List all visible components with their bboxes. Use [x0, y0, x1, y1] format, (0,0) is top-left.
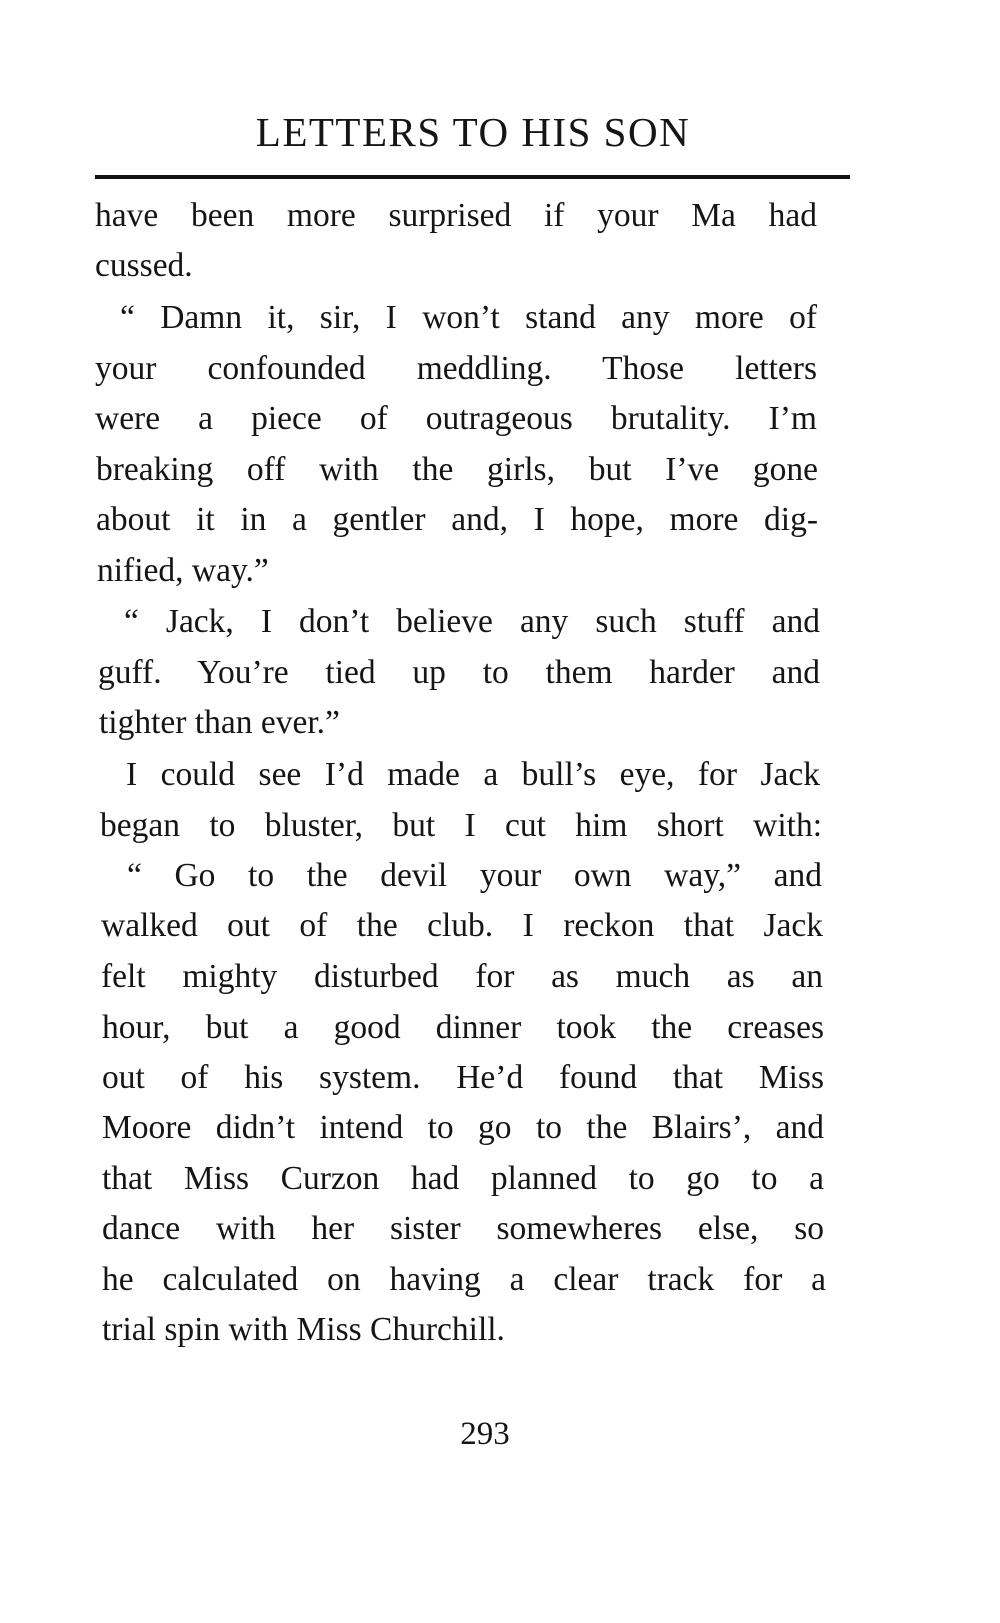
text-line: have been more surprised if your Ma had: [95, 197, 817, 234]
text-line: guff. You’re tied up to them harder and: [98, 654, 820, 691]
text-line: out of his system. He’d found that Miss: [102, 1059, 824, 1096]
text-line: hour, but a good dinner took the creases: [102, 1009, 824, 1046]
text-line: your confounded meddling. Those letters: [95, 350, 817, 387]
text-line: were a piece of outrageous brutality. I’m: [95, 400, 817, 437]
text-line: walked out of the club. I reckon that Jack: [101, 907, 823, 944]
text-line: trial spin with Miss Churchill.: [102, 1311, 505, 1348]
text-line: “ Go to the devil your own way,” and: [127, 857, 822, 894]
text-line: nified, way.”: [97, 552, 269, 589]
text-line: “ Jack, I don’t believe any such stuff and: [124, 603, 820, 640]
running-head: LETTERS TO HIS SON: [255, 109, 691, 155]
text-line: “ Damn it, sir, I won’t stand any more of: [120, 299, 817, 336]
header-rule: [95, 175, 850, 179]
text-line: Moore didn’t intend to go to the Blairs’, and: [102, 1109, 824, 1146]
text-line: that Miss Curzon had planned to go to a: [102, 1160, 824, 1197]
page-number: 293: [460, 1416, 510, 1452]
text-line: felt mighty disturbed for as much as an: [101, 958, 823, 995]
text-line: dance with her sister somewheres else, so: [102, 1210, 824, 1247]
text-line: cussed.: [95, 247, 193, 284]
text-line: about it in a gentler and, I hope, more dig-: [96, 501, 818, 538]
text-line: tighter than ever.”: [99, 704, 340, 741]
text-line: began to bluster, but I cut him short with:: [100, 807, 822, 844]
text-line: he calculated on having a clear track for a: [102, 1261, 826, 1298]
text-line: breaking off with the girls, but I’ve gone: [96, 451, 818, 488]
text-line: I could see I’d made a bull’s eye, for Jack: [126, 756, 820, 793]
